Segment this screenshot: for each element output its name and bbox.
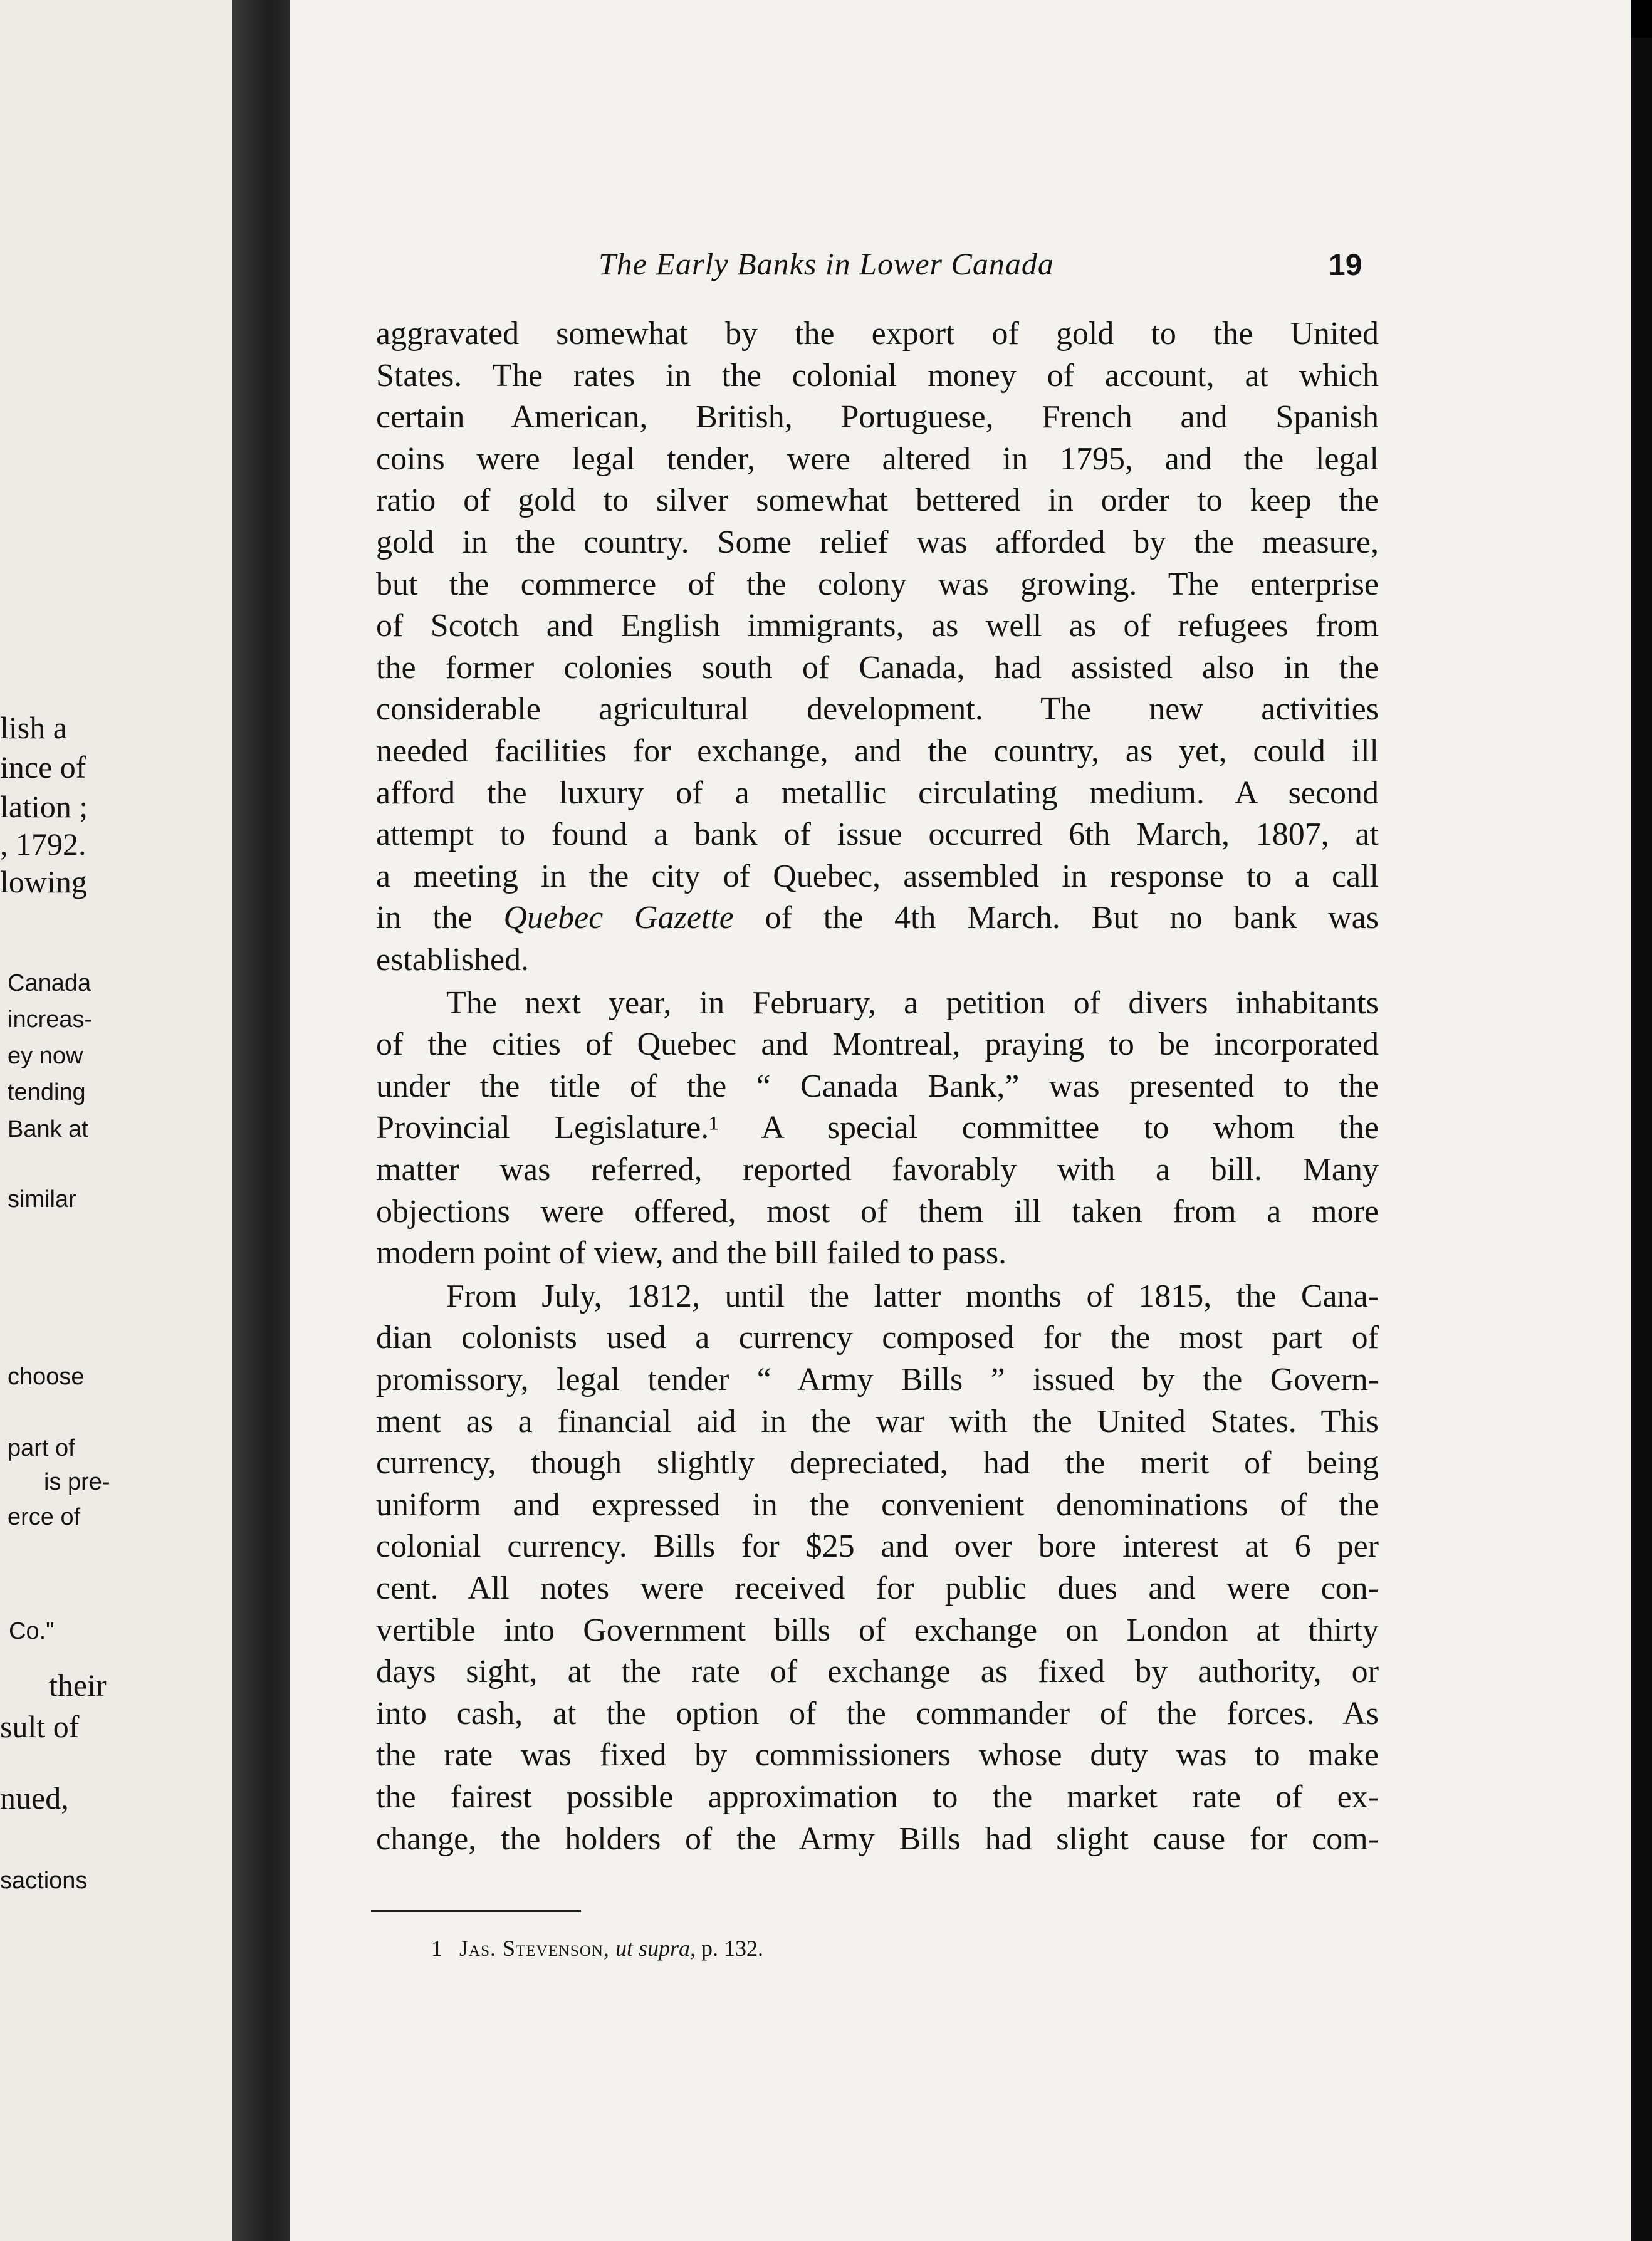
text-line: currency, though slightly depreciated, had the merit of being xyxy=(376,1445,1379,1481)
facing-page-text: nued, xyxy=(0,1780,69,1815)
facing-page-text: sactions xyxy=(0,1868,88,1894)
facing-page-text: lowing xyxy=(0,864,87,899)
footnote-page-ref: p. 132. xyxy=(701,1936,763,1961)
facing-page-text: part of xyxy=(8,1435,75,1461)
facing-page-text: erce of xyxy=(8,1504,81,1530)
text-line: certain American, British, Portuguese, French and Spanish xyxy=(376,399,1379,436)
text-line: but the commerce of the colony was growing. The enterprise xyxy=(376,566,1379,602)
text-line: the former colonies south of Canada, had assisted also in the xyxy=(376,649,1379,686)
text-line: days sight, at the rate of exchange as fixed by authority, or xyxy=(376,1654,1379,1690)
text-line: of the cities of Quebec and Montreal, praying to be incorporated xyxy=(376,1026,1379,1063)
text-line: The next year, in February, a petition of divers inhabitants xyxy=(446,985,1379,1021)
facing-page-text: their xyxy=(49,1668,107,1703)
text-line: colonial currency. Bills for $25 and over bore interest at 6 per xyxy=(376,1528,1379,1565)
text-line: ratio of gold to silver somewhat bettered in order to keep the xyxy=(376,483,1379,519)
text-line: under the title of the “ Canada Bank,” was presented to the xyxy=(376,1068,1379,1104)
text-line: dian colonists used a currency composed for the most part of xyxy=(376,1320,1379,1356)
text-line: uniform and expressed in the convenient denominations of the xyxy=(376,1486,1379,1523)
footnote-rule xyxy=(371,1910,581,1912)
text-line: of Scotch and English immigrants, as well as of refugees from xyxy=(376,608,1379,644)
facing-page-text: choose xyxy=(8,1364,85,1390)
text-line: matter was referred, reported favorably with a bill. Many xyxy=(376,1152,1379,1188)
footnote-author: Jas. Stevenson, xyxy=(459,1936,610,1961)
text-line: coins were legal tender, were altered in 1795, and the legal xyxy=(376,441,1379,477)
facing-page-text: tending xyxy=(8,1079,86,1105)
facing-page-text: is pre- xyxy=(44,1469,110,1495)
footnote-marker: 1 xyxy=(431,1936,442,1961)
footnote-citation: ut supra, xyxy=(615,1936,696,1961)
text-line: vertible into Government bills of exchange on London at thirty xyxy=(376,1612,1379,1648)
page-edge-shadow xyxy=(1631,38,1652,2241)
facing-page-text: lish a xyxy=(0,710,67,745)
facing-page-text: Canada xyxy=(8,970,91,996)
facing-page-text: sult of xyxy=(0,1709,80,1744)
text-line: cent. All notes were received for public dues and were con- xyxy=(376,1570,1379,1606)
text-line: gold in the country. Some relief was afforded by the measure, xyxy=(376,525,1379,560)
footnote xyxy=(431,1935,763,1962)
text-line: States. The rates in the colonial money of account, at which xyxy=(376,357,1379,394)
running-header: The Early Banks in Lower Canada xyxy=(599,246,1054,281)
text-line: considerable agricultural development. The new activities xyxy=(376,691,1379,728)
book-gutter-shadow xyxy=(232,0,291,2241)
facing-page-text: similar xyxy=(8,1186,76,1213)
text-line: attempt to found a bank of issue occurred 6th March, 1807, at xyxy=(376,817,1379,853)
text-line: From July, 1812, until the latter months of 1815, the Cana- xyxy=(446,1278,1379,1314)
text-line: Provincial Legislature.¹ A special committee to whom the xyxy=(376,1110,1379,1146)
text-line: change, the holders of the Army Bills had slight cause for com- xyxy=(376,1820,1379,1857)
text-line: objections were offered, most of them ill taken from a more xyxy=(376,1193,1379,1230)
text-line: ment as a financial aid in the war with the United States. This xyxy=(376,1403,1379,1439)
text-line: promissory, legal tender “ Army Bills ” issued by the Govern- xyxy=(376,1362,1379,1397)
text-line: into cash, at the option of the commander of the forces. As xyxy=(376,1695,1379,1732)
facing-page-text: Bank at xyxy=(8,1116,88,1142)
facing-page-text: ince of xyxy=(0,750,86,785)
facing-page-text: ey now xyxy=(8,1043,83,1069)
facing-page-text: Co." xyxy=(9,1618,55,1644)
italic-title: Quebec Gazette xyxy=(503,900,734,936)
text-line: the rate was fixed by commissioners whose duty was to make xyxy=(376,1737,1379,1773)
text-line: a meeting in the city of Quebec, assembled in response to a call xyxy=(376,858,1379,894)
text-line: the fairest possible approximation to the market rate of ex- xyxy=(376,1779,1379,1815)
text-line: afford the luxury of a metallic circulating medium. A second xyxy=(376,775,1379,811)
text-line: modern point of view, and the bill failed to pass. xyxy=(376,1235,1007,1272)
text-line: aggravated somewhat by the export of gold to the United xyxy=(376,316,1379,352)
page-number: 19 xyxy=(1329,249,1362,282)
facing-page-text: , 1792. xyxy=(0,827,86,862)
text-line: in the Quebec Gazette of the 4th March. But no bank was xyxy=(376,900,1379,936)
text-line: needed facilities for exchange, and the country, as yet, could ill xyxy=(376,733,1379,769)
facing-page-text: lation ; xyxy=(0,789,88,824)
facing-page-fragment xyxy=(0,0,232,2241)
facing-page-text: increas- xyxy=(8,1006,93,1033)
text-line: established. xyxy=(376,942,530,978)
